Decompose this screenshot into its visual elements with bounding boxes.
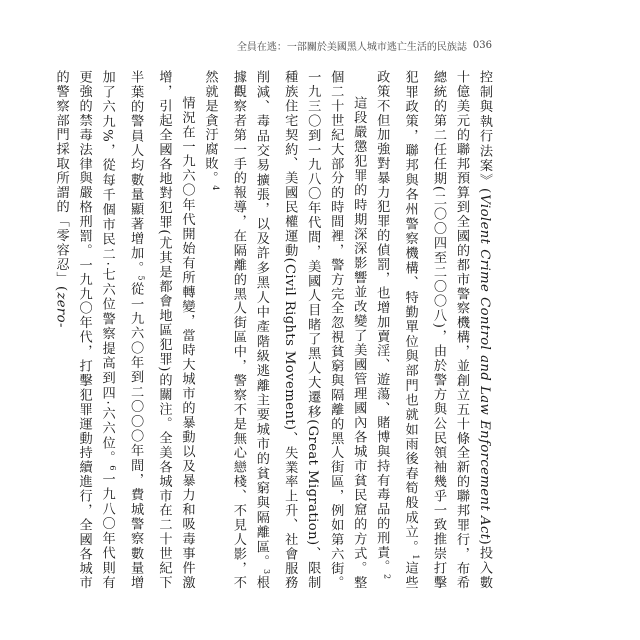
footnote-marker: 6: [108, 465, 118, 472]
text-segment: )、限制種族住宅契約、美國民權運動(: [282, 70, 321, 590]
paragraph-p1: [370, 70, 496, 590]
text-segment: 這段嚴懲犯罪的時期深深影響並改變了美國管理國內各城市貧民窟的方式。整個二十世紀大部分的時間裡，警方完全忽視貧窮與隔離的黑人街區，例如第六街。一九三〇到一九八〇年代間，美國人目睹了黑人大遷移(: [305, 70, 367, 590]
footnote-marker: 2: [382, 574, 392, 581]
text-segment: Civil Rights Movement: [282, 263, 298, 425]
paragraph-p3: [50, 70, 199, 590]
running-header: [237, 38, 492, 53]
text-segment: )投入數十億美元的聯邦預算到全國的都市警察機構，並創立五十條全新的聯邦罪行，布希總統的第二任任期(二〇〇四至二〇〇八)，由於警方與公民領袖幾乎一致推崇打擊犯罪政策，聯邦與各州警察機構、特勤單位與部門也就如雨後春筍般成立。: [402, 70, 492, 591]
text-segment: 從一九六〇年到二〇〇〇年間，費城警察數量增加了六九%，從每千個市民二‧七六位警察提高到四‧六六位。: [99, 70, 144, 590]
text-segment: Great Migration: [305, 425, 321, 540]
footnote-marker: 4: [210, 185, 220, 192]
text-segment: 控制與執行法案》(: [477, 70, 492, 195]
text-segment: zero-: [53, 292, 69, 328]
text-segment: 這些政策不但加強對暴力犯罪的偵罰，也增加賣淫、遊蕩、賭博與持有毒品的刑責。: [374, 70, 418, 590]
text-segment: 情況在一九六〇年代開始有所轉變，當時大城市的暴動以及暴力和吸毒事件激增，引起全國各地對犯罪(尤其是都會地區犯罪)的關注。全美各城市在二十世紀下半葉的警員人均數量顯著增加。: [128, 70, 195, 590]
running-title: 全員在逃：一部關於美國黑人城市逃亡生活的民族誌: [236, 42, 467, 53]
footnote-marker: 3: [262, 569, 272, 576]
footnote-marker: 5: [136, 275, 146, 282]
text-segment: Violent Crime Control and Law Enforcement Act: [477, 194, 492, 540]
text-segment: 一九八〇年代則有更強的禁毒法律與嚴格刑罰。一九九〇年代，打擊犯罪運動持續進行，全國各城市的警察部門採取所謂的「零容忍」(: [53, 70, 115, 591]
paragraph-p2: [198, 70, 370, 590]
text-segment: 根據觀察者第一手的報導，在隔離的黑人街區中，警察不是無心戀棧、不見人影，不然就是貪汙腐敗。: [202, 70, 269, 590]
vertical-body-text: [53, 70, 496, 591]
page-number: 036: [472, 40, 492, 51]
footnote-marker: 1: [411, 554, 420, 561]
text-segment: )、失業率上升、社會服務削減、毒品交易擴張，以及許多黑人中產階級逃離主要城市的貧窮與隔離區。: [253, 70, 298, 590]
